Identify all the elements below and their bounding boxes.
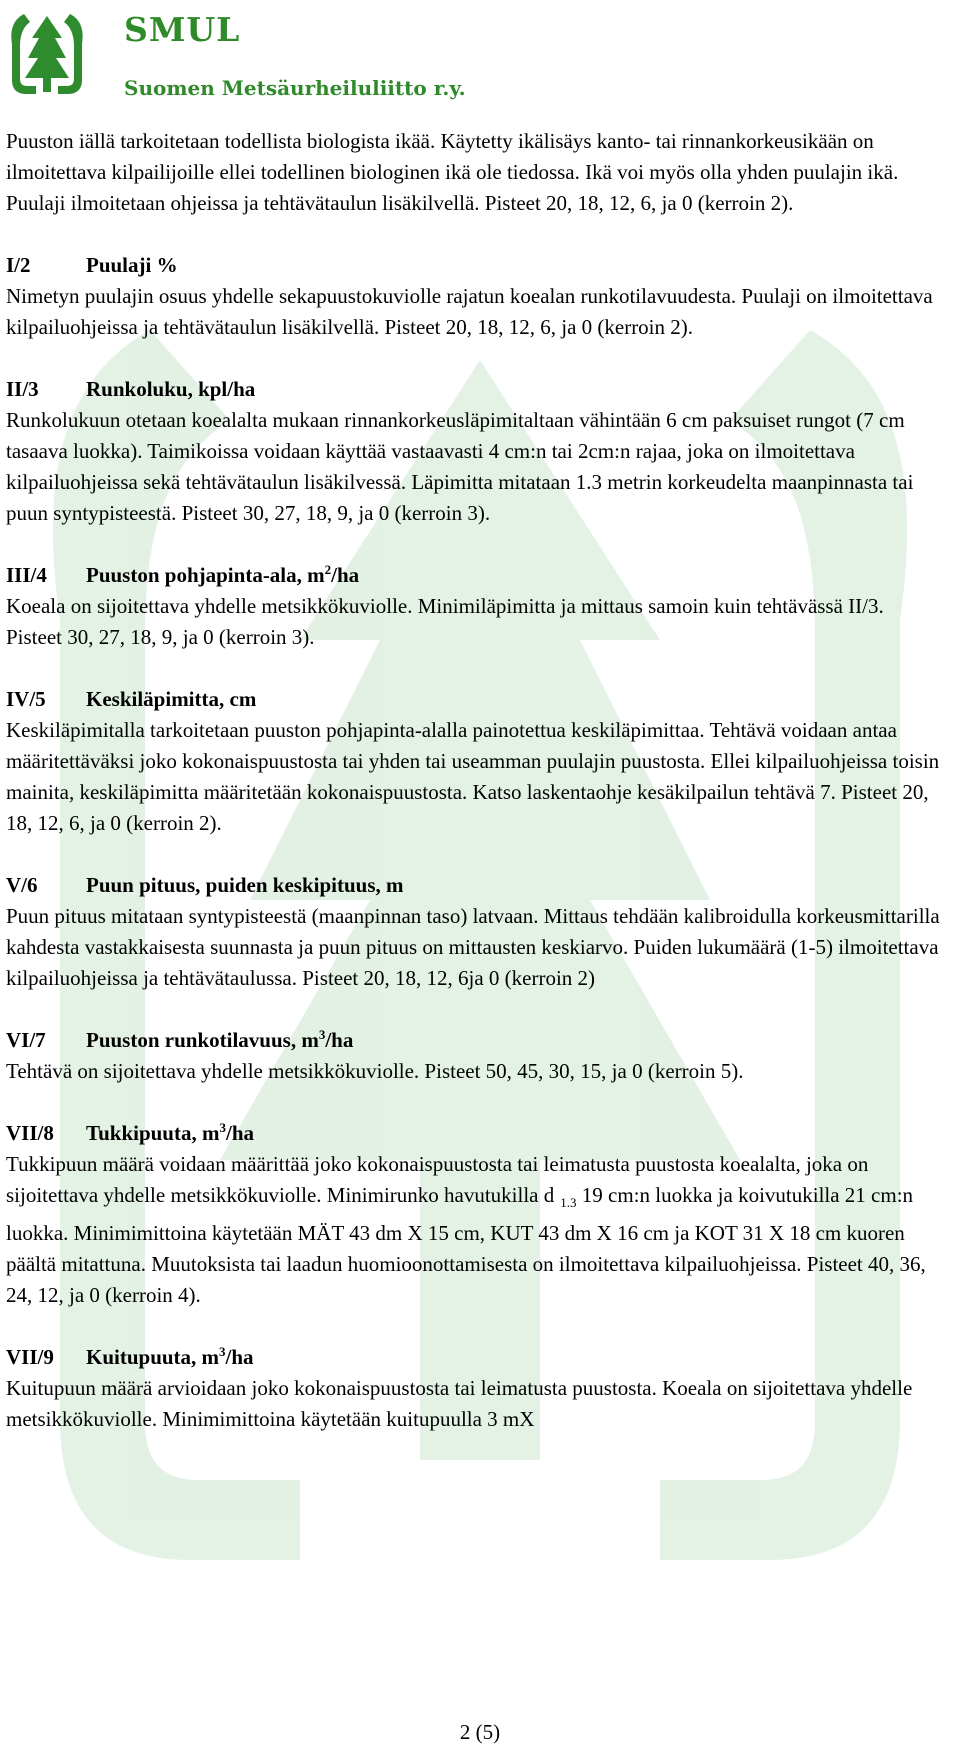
section-vii9 (6, 1342, 940, 1435)
section-heading (6, 560, 940, 591)
section-title: Puulaji % (86, 253, 178, 277)
section-title-unit: /ha (325, 1028, 354, 1052)
section-text: Koeala on sijoitettava yhdelle metsikkökuviolle. Minimiläpimitta ja mittaus samoin kuin tehtävässä II/3. Pisteet 30, 27, 18, 9, ja 0 (kerroin 3). (6, 594, 884, 649)
superscript: 3 (219, 1344, 226, 1359)
smul-logo-icon (8, 8, 86, 98)
section-i2 (6, 250, 940, 343)
section-iii4 (6, 560, 940, 653)
section-text: Keskiläpimitalla tarkoitetaan puuston pohjapinta-alalla painotettua keskiläpimittaa. Tehtävä voidaan antaa määritettäväksi joko kokonaispuustosta tai yhden tai useamman puulajin puustosta. Ellei kilpailuohjeissa toisin mainita, keskiläpimitta määritetään kokonaispuustosta. Katso laskentaohje kesäkilpailun tehtävä 7. Pisteet 20, 18, 12, 6, ja 0 (kerroin 2). (6, 718, 940, 835)
section-number: VII/9 (6, 1345, 54, 1369)
superscript: 3 (219, 1120, 226, 1135)
section-number: II/3 (6, 377, 39, 401)
section-title-unit: /ha (225, 1345, 254, 1369)
section-title: Tukkipuuta, m (86, 1121, 220, 1145)
section-title-unit: /ha (225, 1121, 254, 1145)
org-full-name: Suomen Metsäurheiluliitto r.y. (124, 76, 466, 100)
document-header (4, 4, 564, 104)
section-iv5 (6, 684, 940, 839)
section-number: I/2 (6, 253, 31, 277)
section-title: Puuston pohjapinta-ala, m (86, 563, 325, 587)
section-vi7 (6, 1025, 940, 1087)
section-heading (6, 374, 940, 405)
section-number: III/4 (6, 563, 47, 587)
section-text: Tehtävä on sijoitettava yhdelle metsikkökuviolle. Pisteet 50, 45, 30, 15, ja 0 (kerroin 5). (6, 1059, 744, 1083)
section-title: Runkoluku, kpl/ha (86, 377, 256, 401)
section-number: VII/8 (6, 1121, 54, 1145)
section-text: Nimetyn puulajin osuus yhdelle sekapuustokuviolle rajatun koealan runkotilavuudesta. Puulaji on ilmoitettava kilpailuohjeissa ja tehtävätaulun lisäkilvellä. Pisteet 20, 18, 12, 6, ja 0 (kerroin 2). (6, 284, 933, 339)
section-title: Puun pituus, puiden keskipituus, m (86, 873, 404, 897)
section-heading (6, 684, 940, 715)
page-number: 2 (5) (459, 1720, 501, 1744)
section-number: VI/7 (6, 1028, 46, 1052)
section-heading (6, 1342, 940, 1373)
section-title: Kuitupuuta, m (86, 1345, 220, 1369)
section-text: Kuitupuun määrä arvioidaan joko kokonaispuustosta tai leimatusta puustosta. Koeala on sijoitettava yhdelle metsikkökuviolle. Minimimittoina käytetään kuitupuulla 3 mX (6, 1376, 913, 1431)
section-text: Puun pituus mitataan syntypisteestä (maanpinnan taso) latvaan. Mittaus tehdään kalibroidulla korkeusmittarilla kahdesta vastakkaisesta suunnasta ja puun pituus on mittausten keskiarvo. Puiden lukumäärä (1-5) ilmoitettava kilpailuohjeissa ja tehtävätaulussa. Pisteet 20, 18, 12, 6ja 0 (kerroin 2) (6, 904, 940, 990)
section-vii8 (6, 1118, 940, 1311)
section-number: V/6 (6, 873, 38, 897)
org-abbreviation: SMUL (124, 10, 241, 49)
section-text-continued: 19 cm:n luokka ja koivutukilla 21 cm:n luokka. Minimimittoina käytetään MÄT 43 dm X 15 cm, KUT 43 dm X 16 cm ja KOT 31 X 18 cm kuoren päältä mitattuna. Muutoksista tai laadun huomioonottamisesta on ilmoitettava kilpailuohjeissa. Pisteet 40, 36, 24, 12, ja 0 (kerroin 4). (6, 1183, 926, 1307)
section-text: Runkolukuun otetaan koealalta mukaan rinnankorkeusläpimitaltaan vähintään 6 cm paksuiset rungot (7 cm tasaava luokka). Taimikoissa voidaan käyttää vastaavasti 4 cm:n tai 2cm:n rajaa, joka on ilmoitettava kilpailuohjeissa sekä tehtävätaulun lisäkilvessä. Läpimitta mitataan 1.3 metrin korkeudelta maanpinnasta tai puun syntypisteestä. Pisteet 30, 27, 18, 9, ja 0 (kerroin 3). (6, 408, 914, 525)
section-title-unit: /ha (331, 563, 360, 587)
subscript: 1.3 (560, 1195, 577, 1210)
section-v6 (6, 870, 940, 994)
section-ii3 (6, 374, 940, 529)
section-title: Puuston runkotilavuus, m (86, 1028, 319, 1052)
superscript: 3 (318, 1027, 326, 1042)
superscript: 2 (324, 562, 332, 577)
section-heading (6, 870, 940, 901)
section-number: IV/5 (6, 687, 46, 711)
intro-paragraph: Puuston iällä tarkoitetaan todellista biologista ikää. Käytetty ikälisäys kanto- tai rinnankorkeusikään on ilmoitettava kilpailijoille ellei todellinen biologinen ikä ole tiedossa. Ikä voi myös olla yhden puulajin ikä. Puulaji ilmoitetaan ohjeissa ja tehtävätaulun lisäkilvellä. Pisteet 20, 18, 12, 6, ja 0 (kerroin 2). (6, 129, 899, 215)
section-heading (6, 1025, 940, 1056)
section-heading (6, 1118, 940, 1149)
document-body (6, 126, 940, 1466)
section-text: Tukkipuun määrä voidaan määrittää joko kokonaispuustosta tai leimatusta puustosta koealalta, joka on sijoitettava yhdelle metsikkökuviolle. Minimirunko havutukilla d (6, 1152, 869, 1207)
section-title: Keskiläpimitta, cm (86, 687, 257, 711)
section-heading (6, 250, 940, 281)
